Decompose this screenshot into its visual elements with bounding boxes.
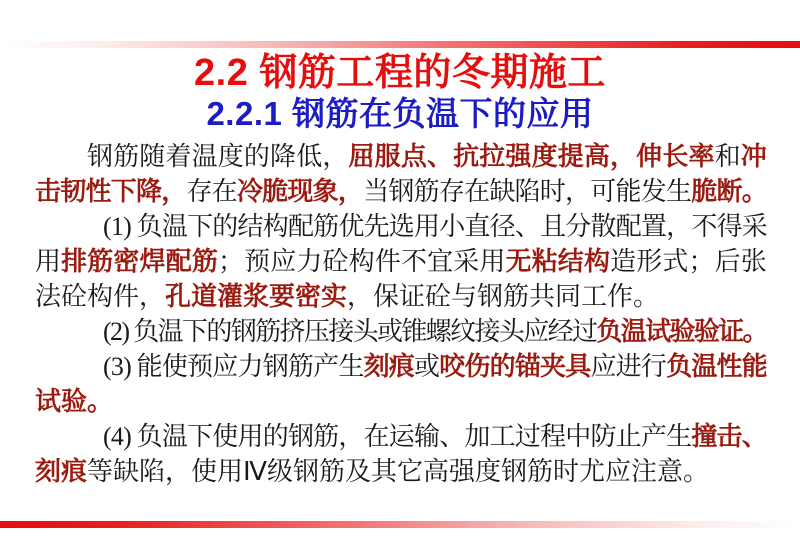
highlighted-text-run: 试验。 (35, 387, 114, 416)
highlighted-text-run: 冷脆现象， (236, 177, 364, 206)
highlighted-text-run: 刻痕 (35, 457, 88, 486)
text-line (35, 244, 767, 279)
highlighted-text-run: 排筋密焊配筋 (61, 247, 218, 276)
text-run: 钢筋随着温度的降低， (87, 142, 349, 171)
highlighted-text-run: 击韧性下降， (35, 177, 187, 206)
highlighted-text-run: 冲 (740, 142, 767, 171)
text-run: 存在 (186, 177, 237, 206)
text-run: 应进行 (590, 352, 667, 381)
paragraph (35, 139, 767, 209)
highlighted-text-run: 孔道灌浆要密实 (165, 282, 348, 311)
text-line (35, 314, 767, 349)
text-run: 当钢筋存在缺陷时，可能发生 (363, 177, 692, 206)
text-run: (2) 负温下的钢筋挤压接头或锥螺纹接头应经过 (103, 317, 597, 346)
text-run: 或 (413, 352, 440, 381)
highlighted-text-run: 撞击、 (691, 422, 767, 451)
text-run: 造形式；后张 (610, 247, 767, 276)
text-run: 用 (35, 247, 62, 276)
text-line (35, 384, 767, 419)
text-line (35, 349, 767, 384)
text-run: 等缺陷，使用Ⅳ级钢筋及其它高强度钢筋时尤应注意。 (87, 457, 710, 486)
text-run: 和 (714, 142, 741, 171)
paragraph (35, 314, 767, 349)
text-run: (4) 负温下使用的钢筋，在运输、加工过程中防止产生 (103, 422, 692, 451)
text-run: (1) 负温下的结构配筋优先选用小直径、且分散配置，不得采 (103, 212, 767, 241)
slide-subtitle: 2.2.1 钢筋在负温下的应用 (206, 95, 594, 132)
top-gradient-bar (0, 41, 800, 48)
highlighted-text-run: 负温试验验证。 (596, 317, 767, 346)
paragraph (35, 419, 767, 489)
highlighted-text-run: 屈服点、抗拉强度提高，伸长率 (348, 142, 715, 171)
text-run: (3) 能使预应力钢筋产生 (103, 352, 364, 381)
text-line (35, 139, 767, 174)
paragraph (35, 209, 767, 314)
text-run: ，保证砼与钢筋共同工作。 (347, 282, 660, 311)
highlighted-text-run: 刻痕 (363, 352, 414, 381)
text-line (35, 174, 767, 209)
text-line (35, 454, 767, 489)
text-line (35, 209, 767, 244)
highlighted-text-run: 无粘结构 (505, 247, 611, 276)
text-line (35, 279, 767, 314)
slide-body (0, 139, 800, 489)
slide-title: 2.2 钢筋工程的冬期施工 (194, 52, 606, 94)
paragraph (35, 349, 767, 419)
highlighted-text-run: 负温性能 (666, 352, 767, 381)
text-run: ；预应力砼构件不宜采用 (217, 247, 506, 276)
text-line (35, 419, 767, 454)
highlighted-text-run: 咬伤的锚夹具 (439, 352, 591, 381)
highlighted-text-run: 脆断。 (691, 177, 767, 206)
bottom-gradient-bar (0, 521, 800, 528)
text-run: 法砼构件， (35, 282, 166, 311)
